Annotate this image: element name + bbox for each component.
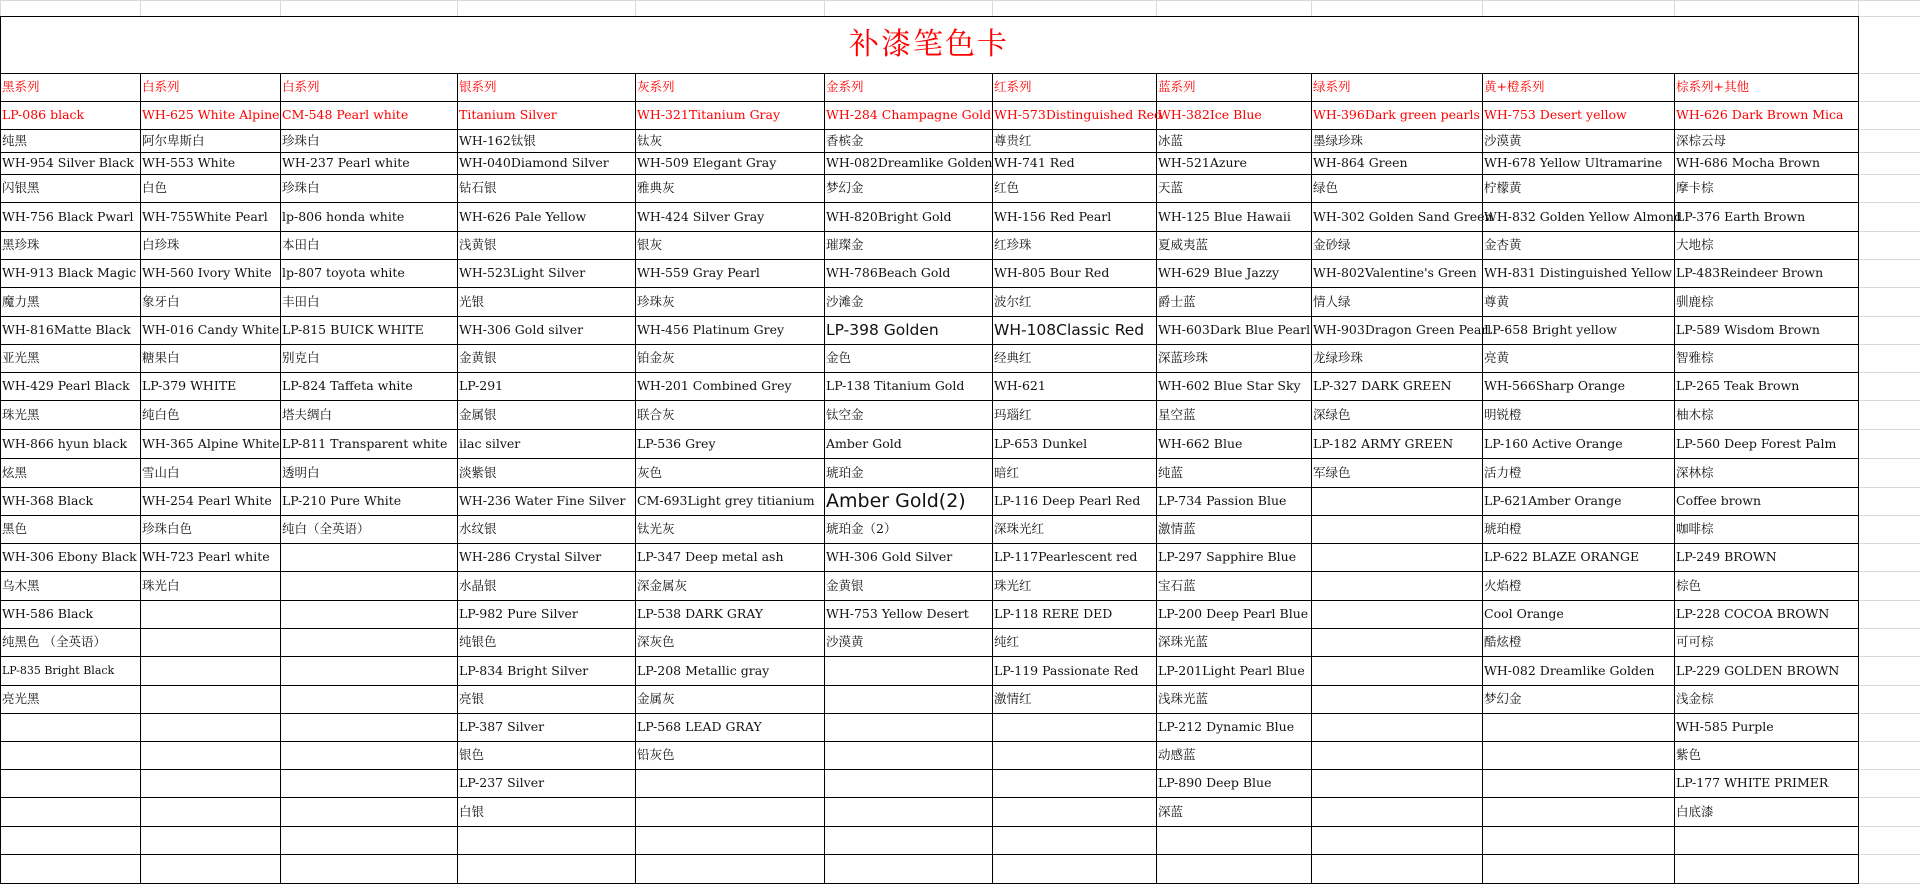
- color-cell: 琥珀金: [826, 465, 864, 480]
- table-border-v: [140, 73, 141, 883]
- color-cell: WH-553 White: [142, 155, 236, 170]
- color-cell: WH-662 Blue: [1158, 436, 1243, 451]
- color-cell: WH-429 Pearl Black: [2, 378, 130, 393]
- color-cell: lp-807 toyota white: [282, 265, 405, 280]
- color-cell: WH-602 Blue Star Sky: [1158, 378, 1301, 393]
- color-cell: WH-832 Golden Yellow Almond: [1484, 209, 1682, 224]
- color-cell: 光银: [459, 294, 485, 309]
- color-cell: 珠光红: [994, 578, 1032, 593]
- color-cell: WH-629 Blue Jazzy: [1158, 265, 1280, 280]
- color-cell: 铂金灰: [637, 350, 675, 365]
- color-cell: WH-162钛银: [459, 133, 536, 148]
- table-border-h: [0, 769, 1859, 770]
- color-cell: LP-182 ARMY GREEN: [1313, 436, 1454, 451]
- color-cell: WH-560 Ivory White: [142, 265, 272, 280]
- color-cell: LP-568 LEAD GRAY: [637, 719, 762, 734]
- color-cell: 活力橙: [1484, 465, 1522, 480]
- color-cell: 珍珠灰: [637, 294, 675, 309]
- color-cell: LP-815 BUICK WHITE: [282, 322, 424, 337]
- gridline-v: [0, 0, 1, 16]
- color-cell: 摩卡棕: [1676, 180, 1714, 195]
- table-border-v: [1311, 73, 1312, 883]
- color-cell: 金属银: [459, 407, 497, 422]
- gridline-v: [992, 0, 993, 16]
- color-cell: 酷炫橙: [1484, 634, 1522, 649]
- color-cell: WH-302 Golden Sand Green: [1313, 209, 1493, 224]
- color-cell: LP-811 Transparent white: [282, 436, 448, 451]
- color-cell: 钛光灰: [637, 521, 675, 536]
- color-cell: LP-398 Golden: [826, 321, 939, 339]
- color-cell: WH-306 Gold silver: [459, 322, 584, 337]
- color-cell: LP-589 Wisdom Brown: [1676, 322, 1820, 337]
- table-border-v: [1156, 73, 1157, 883]
- color-cell: WH-082Dreamlike Golden: [826, 155, 993, 170]
- color-cell: 红色: [994, 180, 1020, 195]
- color-cell: 龙绿珍珠: [1313, 350, 1364, 365]
- color-cell: 浅金棕: [1676, 691, 1714, 706]
- color-cell: 钛灰: [637, 133, 663, 148]
- color-cell: LP-622 BLAZE ORANGE: [1484, 549, 1640, 564]
- color-cell: LP-890 Deep Blue: [1158, 775, 1272, 790]
- column-header: 金系列: [826, 79, 864, 94]
- color-cell: 雅典灰: [637, 180, 675, 195]
- color-cell: 珠光白: [142, 578, 180, 593]
- color-cell: 情人绿: [1313, 294, 1351, 309]
- color-cell: 可可棕: [1676, 634, 1714, 649]
- color-cell: WH-723 Pearl white: [142, 549, 270, 564]
- color-cell: 琥珀金（2）: [826, 521, 897, 536]
- color-cell: 深林棕: [1676, 465, 1714, 480]
- color-cell: 激情红: [994, 691, 1032, 706]
- color-cell: 沙漠黄: [1484, 133, 1522, 148]
- table-border-h: [0, 458, 1859, 459]
- column-header: 蓝系列: [1158, 79, 1196, 94]
- color-cell: WH-125 Blue Hawaii: [1158, 209, 1291, 224]
- table-border-h: [0, 287, 1859, 288]
- color-cell: WH-201 Combined Grey: [637, 378, 792, 393]
- color-cell: WH-626 Dark Brown Mica: [1676, 107, 1844, 122]
- color-cell: 珍珠白: [282, 180, 320, 195]
- color-cell: WH-625 White Alpine: [142, 107, 280, 122]
- color-cell: WH-365 Alpine White: [142, 436, 280, 451]
- gridline-v: [140, 0, 141, 16]
- color-cell: WH-586 Black: [2, 606, 94, 621]
- color-cell: WH-866 hyun black: [2, 436, 128, 451]
- color-cell: 天蓝: [1158, 180, 1184, 195]
- color-cell: LP-658 Bright yellow: [1484, 322, 1617, 337]
- color-cell: LP-200 Deep Pearl Blue: [1158, 606, 1309, 621]
- color-cell: 铅灰色: [637, 747, 675, 762]
- color-cell: 玛瑙红: [994, 407, 1032, 422]
- color-cell: LP-208 Metallic gray: [637, 663, 770, 678]
- color-cell: 纯黑: [2, 133, 28, 148]
- color-cell: WH-603Dark Blue Pearl: [1158, 322, 1311, 337]
- color-cell: Cool Orange: [1484, 606, 1564, 621]
- table-border-h: [0, 826, 1859, 827]
- color-cell: 爵士蓝: [1158, 294, 1196, 309]
- color-cell: WH-108Classic Red: [994, 321, 1145, 339]
- color-cell: 珠光黑: [2, 407, 40, 422]
- color-cell: 联合灰: [637, 407, 675, 422]
- color-cell: WH-236 Water Fine Silver: [459, 493, 626, 508]
- table-border-v: [457, 73, 458, 883]
- color-cell: LP-265 Teak Brown: [1676, 378, 1800, 393]
- color-cell: LP-327 DARK GREEN: [1313, 378, 1452, 393]
- table-border-h: [0, 129, 1859, 130]
- color-cell: 珍珠白色: [142, 521, 193, 536]
- color-cell: 星空蓝: [1158, 407, 1196, 422]
- table-border-v: [0, 16, 1, 883]
- color-cell: WH-521Azure: [1158, 155, 1247, 170]
- table-border-v: [1858, 16, 1859, 883]
- table-border-v: [1674, 73, 1675, 883]
- color-cell: 魔力黑: [2, 294, 40, 309]
- color-cell: 深绿色: [1313, 407, 1351, 422]
- color-cell: 棕色: [1676, 578, 1702, 593]
- color-cell: 动感蓝: [1158, 747, 1196, 762]
- color-cell: 本田白: [282, 237, 320, 252]
- gridline-v: [1482, 0, 1483, 16]
- color-cell: LP-229 GOLDEN BROWN: [1676, 663, 1840, 678]
- column-header: 白系列: [282, 79, 320, 94]
- color-cell: LP-653 Dunkel: [994, 436, 1088, 451]
- color-cell: WH-820Bright Gold: [826, 209, 952, 224]
- column-header: 灰系列: [637, 79, 675, 94]
- color-cell: WH-954 Silver Black: [2, 155, 134, 170]
- color-cell: 经典红: [994, 350, 1032, 365]
- color-cell: WH-786Beach Gold: [826, 265, 951, 280]
- color-cell: 雪山白: [142, 465, 180, 480]
- table-border-h: [0, 400, 1859, 401]
- color-cell: 透明白: [282, 465, 320, 480]
- color-cell: 冰蓝: [1158, 133, 1184, 148]
- color-cell: WH-559 Gray Pearl: [637, 265, 760, 280]
- color-cell: WH-566Sharp Orange: [1484, 378, 1625, 393]
- gridline-v: [1858, 0, 1859, 16]
- color-cell: 绿色: [1313, 180, 1339, 195]
- color-cell: LP-177 WHITE PRIMER: [1676, 775, 1829, 790]
- color-cell: 灰色: [637, 465, 663, 480]
- color-cell: 白色: [142, 180, 168, 195]
- color-cell: 金黄银: [459, 350, 497, 365]
- color-cell: 淡紫银: [459, 465, 497, 480]
- table-border-h: [0, 571, 1859, 572]
- color-cell: WH-802Valentine's Green: [1313, 265, 1477, 280]
- gridline-v: [280, 0, 281, 16]
- color-cell: LP-835 Bright Black: [2, 664, 115, 677]
- color-cell: WH-156 Red Pearl: [994, 209, 1112, 224]
- table-border-v: [280, 73, 281, 883]
- color-cell: 暗红: [994, 465, 1020, 480]
- column-header: 棕系列+其他: [1676, 79, 1749, 94]
- color-cell: WH-573Distinguished Red: [994, 107, 1163, 122]
- color-cell: LP-117Pearlescent red: [994, 549, 1138, 564]
- color-cell: LP-116 Deep Pearl Red: [994, 493, 1141, 508]
- color-cell: 深珠光蓝: [1158, 634, 1209, 649]
- column-header: 白系列: [142, 79, 180, 94]
- gridline-v: [1311, 0, 1312, 16]
- color-cell: 亮光黑: [2, 691, 40, 706]
- color-cell: WH-456 Platinum Grey: [637, 322, 785, 337]
- table-border-h: [0, 231, 1859, 232]
- color-cell: WH-913 Black Magic: [2, 265, 137, 280]
- gridline-v: [1156, 0, 1157, 16]
- color-cell: Amber Gold: [826, 436, 902, 451]
- color-cell: WH-805 Bour Red: [994, 265, 1110, 280]
- table-border-h: [0, 685, 1859, 686]
- column-header: 红系列: [994, 79, 1032, 94]
- color-cell: 浅珠光蓝: [1158, 691, 1209, 706]
- color-cell: WH-523Light Silver: [459, 265, 586, 280]
- color-cell: 象牙白: [142, 294, 180, 309]
- color-cell: WH-306 Gold Silver: [826, 549, 953, 564]
- color-cell: 塔夫绸白: [282, 407, 333, 422]
- column-header: 黄+橙系列: [1484, 79, 1545, 94]
- gridline-v: [635, 0, 636, 16]
- color-cell: 激情蓝: [1158, 521, 1196, 536]
- color-cell: WH-254 Pearl White: [142, 493, 272, 508]
- color-cell: 深蓝珍珠: [1158, 350, 1209, 365]
- table-border-h: [0, 344, 1859, 345]
- color-cell: WH-585 Purple: [1676, 719, 1774, 734]
- color-cell: 梦幻金: [1484, 691, 1522, 706]
- color-cell: WH-755White Pearl: [142, 209, 268, 224]
- color-cell: LP-119 Passionate Red: [994, 663, 1139, 678]
- color-cell: 纯白（全英语）: [282, 521, 370, 536]
- color-cell: WH-284 Champagne Gold: [826, 107, 992, 122]
- color-cell: 纯黑色 （全英语）: [2, 634, 106, 649]
- table-border-h: [0, 797, 1859, 798]
- color-cell: LP-210 Pure White: [282, 493, 402, 508]
- color-cell: 红珍珠: [994, 237, 1032, 252]
- color-cell: 深珠光红: [994, 521, 1045, 536]
- color-cell: 闪银黑: [2, 180, 40, 195]
- color-cell: WH-382Ice Blue: [1158, 107, 1262, 122]
- color-cell: 亚光黑: [2, 350, 40, 365]
- color-cell: LP-249 BROWN: [1676, 549, 1777, 564]
- color-cell: WH-753 Desert yellow: [1484, 107, 1627, 122]
- table-border-h: [0, 174, 1859, 175]
- color-cell: 深蓝: [1158, 804, 1184, 819]
- color-cell: WH-864 Green: [1313, 155, 1408, 170]
- color-cell: WH-816Matte Black: [2, 322, 131, 337]
- color-cell: LP-138 Titanium Gold: [826, 378, 965, 393]
- color-cell: WH-286 Crystal Silver: [459, 549, 602, 564]
- color-cell: 梦幻金: [826, 180, 864, 195]
- color-cell: 黑色: [2, 521, 28, 536]
- color-cell: LP-734 Passion Blue: [1158, 493, 1287, 508]
- color-cell: LP-834 Bright Silver: [459, 663, 589, 678]
- color-cell: 糖果白: [142, 350, 180, 365]
- color-cell: WH-903Dragon Green Pearl: [1313, 322, 1492, 337]
- color-cell: 白珍珠: [142, 237, 180, 252]
- color-cell: 纯红: [994, 634, 1020, 649]
- color-cell: 纯银色: [459, 634, 497, 649]
- column-header: 黑系列: [2, 79, 40, 94]
- color-cell: 钻石银: [459, 180, 497, 195]
- color-cell: 纯蓝: [1158, 465, 1184, 480]
- color-cell: lp-806 honda white: [282, 209, 405, 224]
- color-cell: 钛空金: [826, 407, 864, 422]
- color-cell: 深灰色: [637, 634, 675, 649]
- color-cell: 水晶银: [459, 578, 497, 593]
- color-cell: 浅黄银: [459, 237, 497, 252]
- color-cell: 银灰: [637, 237, 663, 252]
- table-border-h: [0, 628, 1859, 629]
- color-cell: 夏威夷蓝: [1158, 237, 1209, 252]
- color-cell: 炫黑: [2, 465, 28, 480]
- color-cell: 咖啡棕: [1676, 521, 1714, 536]
- color-cell: LP-118 RERE DED: [994, 606, 1113, 621]
- color-cell: WH-509 Elegant Gray: [637, 155, 777, 170]
- color-cell: LP-824 Taffeta white: [282, 378, 413, 393]
- color-cell: LP-621Amber Orange: [1484, 493, 1622, 508]
- color-cell: LP-086 black: [2, 107, 85, 122]
- color-cell: 深棕云母: [1676, 133, 1727, 148]
- color-cell: 白底漆: [1676, 804, 1714, 819]
- color-cell: WH-756 Black Pwarl: [2, 209, 134, 224]
- table-border-v: [1482, 73, 1483, 883]
- color-cell: 墨绿珍珠: [1313, 133, 1364, 148]
- table-border-h: [0, 73, 1859, 74]
- color-cell: 明锐橙: [1484, 407, 1522, 422]
- color-cell: 黑珍珠: [2, 237, 40, 252]
- color-cell: 尊黄: [1484, 294, 1510, 309]
- page-title: 补漆笔色卡: [849, 27, 1009, 62]
- color-cell: LP-387 Silver: [459, 719, 545, 734]
- color-cell: 珍珠白: [282, 133, 320, 148]
- color-cell: Coffee brown: [1676, 493, 1761, 508]
- color-cell: Titanium Silver: [459, 107, 557, 122]
- table-border-v: [824, 73, 825, 883]
- color-cell: WH-686 Mocha Brown: [1676, 155, 1821, 170]
- color-cell: LP-291: [459, 378, 504, 393]
- color-cell: 丰田白: [282, 294, 320, 309]
- color-cell: 纯白色: [142, 407, 180, 422]
- table-border-v: [635, 73, 636, 883]
- table-border-h: [0, 515, 1859, 516]
- color-cell: 智雅棕: [1676, 350, 1714, 365]
- color-cell: LP-536 Grey: [637, 436, 716, 451]
- color-cell: 金色: [826, 350, 852, 365]
- color-cell: 军绿色: [1313, 465, 1351, 480]
- color-cell: 金砂绿: [1313, 237, 1351, 252]
- color-cell: 银色: [459, 747, 485, 762]
- color-cell: 柚木棕: [1676, 407, 1714, 422]
- column-header: 银系列: [459, 79, 497, 94]
- color-cell: CM-548 Pearl white: [282, 107, 409, 122]
- color-cell: ilac silver: [459, 436, 521, 451]
- color-cell: LP-237 Silver: [459, 775, 545, 790]
- color-cell: 金黄银: [826, 578, 864, 593]
- color-cell: 亮黄: [1484, 350, 1510, 365]
- color-cell: LP-297 Sapphire Blue: [1158, 549, 1297, 564]
- color-cell: 水纹银: [459, 521, 497, 536]
- color-cell: 亮银: [459, 691, 485, 706]
- color-cell: 金属灰: [637, 691, 675, 706]
- color-cell: WH-016 Candy White: [142, 322, 280, 337]
- table-border-h: [0, 713, 1859, 714]
- gridline-v: [1674, 0, 1675, 16]
- color-cell: LP-379 WHITE: [142, 378, 237, 393]
- gridline-v: [824, 0, 825, 16]
- color-cell: 琥珀橙: [1484, 521, 1522, 536]
- color-cell: WH-753 Yellow Desert: [826, 606, 969, 621]
- color-cell: LP-560 Deep Forest Palm: [1676, 436, 1837, 451]
- color-cell: LP-201Light Pearl Blue: [1158, 663, 1305, 678]
- color-cell: LP-212 Dynamic Blue: [1158, 719, 1295, 734]
- color-cell: 尊贵红: [994, 133, 1032, 148]
- color-cell: WH-741 Red: [994, 155, 1075, 170]
- color-cell: WH-626 Pale Yellow: [459, 209, 587, 224]
- color-cell: 金杏黄: [1484, 237, 1522, 252]
- color-cell: 璀璨金: [826, 237, 864, 252]
- table-border-h: [0, 854, 1859, 855]
- gridline-v: [457, 0, 458, 16]
- color-cell: LP-982 Pure Silver: [459, 606, 578, 621]
- color-cell: LP-376 Earth Brown: [1676, 209, 1806, 224]
- color-cell: 白银: [459, 804, 485, 819]
- color-cell: WH-678 Yellow Ultramarine: [1484, 155, 1663, 170]
- color-cell: WH-396Dark green pearls: [1313, 107, 1480, 122]
- table-border-h: [0, 741, 1859, 742]
- color-cell: LP-160 Active Orange: [1484, 436, 1623, 451]
- color-cell: LP-483Reindeer Brown: [1676, 265, 1824, 280]
- color-cell: LP-538 DARK GRAY: [637, 606, 764, 621]
- color-cell: 柠檬黄: [1484, 180, 1522, 195]
- table-border-v: [992, 73, 993, 883]
- color-cell: 沙漠黄: [826, 634, 864, 649]
- color-cell: WH-306 Ebony Black: [2, 549, 137, 564]
- color-cell: 火焰橙: [1484, 578, 1522, 593]
- color-cell: 深金属灰: [637, 578, 688, 593]
- color-cell: LP-347 Deep metal ash: [637, 549, 784, 564]
- gridline-h: [0, 0, 1920, 1]
- color-cell: WH-040Diamond Silver: [459, 155, 609, 170]
- color-cell: 大地棕: [1676, 237, 1714, 252]
- color-cell: WH-237 Pearl white: [282, 155, 410, 170]
- color-cell: WH-321Titanium Gray: [637, 107, 781, 122]
- color-cell: WH-621: [994, 378, 1046, 393]
- color-cell: LP-228 COCOA BROWN: [1676, 606, 1830, 621]
- column-header: 绿系列: [1313, 79, 1351, 94]
- color-cell: 沙滩金: [826, 294, 864, 309]
- color-cell: 紫色: [1676, 747, 1702, 762]
- color-cell: 波尔红: [994, 294, 1032, 309]
- color-cell: 宝石蓝: [1158, 578, 1196, 593]
- color-cell: WH-368 Black: [2, 493, 94, 508]
- color-cell: WH-424 Silver Gray: [637, 209, 765, 224]
- color-cell: 阿尔卑斯白: [142, 133, 205, 148]
- color-cell: 别克白: [282, 350, 320, 365]
- color-cell: Amber Gold(2): [826, 490, 966, 512]
- color-cell: 驯鹿棕: [1676, 294, 1714, 309]
- color-cell: WH-082 Dreamlike Golden: [1484, 663, 1655, 678]
- color-cell: 香槟金: [826, 133, 864, 148]
- color-cell: 乌木黑: [2, 578, 40, 593]
- color-cell: WH-831 Distinguished Yellow: [1484, 265, 1672, 280]
- color-cell: CM-693Light grey titianium: [637, 493, 815, 508]
